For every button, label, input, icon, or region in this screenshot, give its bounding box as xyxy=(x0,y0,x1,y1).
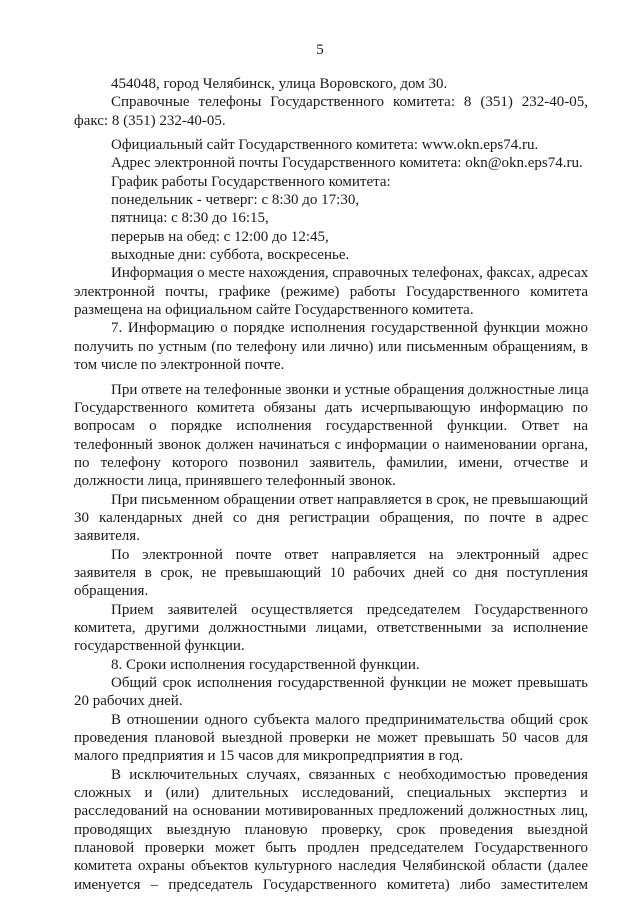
text-line: Общий срок исполнения государственной функции не может превышать xyxy=(111,675,588,691)
text-line: График работы Государственного комитета: xyxy=(111,173,391,190)
paragraph xyxy=(74,674,588,711)
paragraph xyxy=(74,491,588,546)
paragraph xyxy=(74,601,588,656)
text-line: 30 календарных дней со дня регистрации обращения, по почте в адрес xyxy=(74,509,588,526)
paragraph xyxy=(74,154,588,172)
text-line: проведения плановой выездной проверки не может превышать 50 часов для xyxy=(74,730,588,747)
paragraph xyxy=(74,319,588,374)
text-line: перерыв на обед: с 12:00 до 12:45, xyxy=(111,228,329,245)
text-line: пятница: с 8:30 до 16:15, xyxy=(111,210,269,227)
paragraph xyxy=(74,546,588,601)
text-line: факс: 8 (351) 232-40-05. xyxy=(74,112,226,129)
text-line: телефонный звонок должен начинаться с информации о наименовании органа, xyxy=(74,436,588,453)
paragraph xyxy=(74,246,588,264)
paragraph xyxy=(74,173,588,191)
paragraph xyxy=(74,264,588,319)
text-line: Адрес электронной почты Государственного комитета: okn@okn.eps74.ru. xyxy=(111,155,583,172)
text-line: электронной почты, графике (режиме) работы Государственного комитета xyxy=(74,283,588,300)
paragraph xyxy=(74,228,588,246)
text-line: сложных и (или) длительных исследований, специальных экспертиз и xyxy=(74,785,588,802)
text-line: При ответе на телефонные звонки и устные обращения должностные лица xyxy=(111,381,589,398)
paragraph xyxy=(74,209,588,227)
text-line: Официальный сайт Государственного комитета: www.okn.eps74.ru. xyxy=(111,137,539,154)
page-number: 5 xyxy=(316,42,324,58)
text-line: том числе по электронной почте. xyxy=(74,357,285,374)
text-line: размещена на официальном сайте Государственного комитета. xyxy=(74,302,474,319)
text-line: Справочные телефоны Государственного комитета: 8 (351) 232-40-05, xyxy=(111,94,588,111)
text-line: Государственного комитета обязаны дать исчерпывающую информацию по xyxy=(74,399,588,416)
paragraph xyxy=(74,381,588,491)
text-line: малого предприятия и 15 часов для микропредприятия в год. xyxy=(74,748,464,765)
paragraph xyxy=(74,766,588,894)
text-line: плановой проверки может быть продлен председателем Государственного xyxy=(74,840,588,857)
text-line: заявителя в срок, не превышающий 10 рабочих дней со дня поступления xyxy=(74,564,588,581)
text-line: именуется – председатель Государственного комитета) либо заместителем xyxy=(74,876,588,893)
text-line: государственной функции. xyxy=(74,638,245,655)
text-line: вопросам о порядке исполнения государственной функции. Ответ на xyxy=(74,418,588,435)
text-line: 454048, город Челябинск, улица Воровского, дом 30. xyxy=(111,76,448,92)
paragraph xyxy=(74,656,588,674)
text-line: В исключительных случаях, связанных с необходимостью проведения xyxy=(111,766,588,783)
text-line: 7. Информацию о порядке исполнения государственной функции можно xyxy=(111,320,588,337)
text-line: обращения. xyxy=(74,583,149,600)
text-line: получить по устным (по телефону или лично) или письменным обращениям, в xyxy=(74,338,588,355)
paragraph xyxy=(74,711,588,766)
text-line: должности лица, принявшего телефонный звонок. xyxy=(74,473,396,490)
text-line: проводящих выездную плановую проверку, срок проведения выездной xyxy=(74,821,588,838)
text-line: заявителя. xyxy=(74,528,140,545)
text-line: понедельник - четверг: с 8:30 до 17:30, xyxy=(111,192,360,209)
text-line: Прием заявителей осуществляется председателем Государственного xyxy=(111,601,588,618)
text-line: По электронной почте ответ направляется на электронный адрес xyxy=(111,546,588,563)
paragraph xyxy=(74,93,588,130)
text-line: Информация о месте нахождения, справочных телефонах, факсах, адресах xyxy=(111,265,589,282)
text-line: 8. Сроки исполнения государственной функции. xyxy=(111,656,420,673)
paragraph xyxy=(74,75,588,93)
text-line: расследований на основании мотивированных предложений должностных лиц, xyxy=(74,803,588,820)
text-line: комитета, другими должностными лицами, ответственными за исполнение xyxy=(74,619,588,636)
text-line: комитета охраны объектов культурного наследия Челябинской области (далее xyxy=(74,858,588,875)
text-line: выходные дни: суббота, воскресенье. xyxy=(111,247,350,264)
document-body xyxy=(74,75,588,894)
paragraph xyxy=(74,191,588,209)
paragraph xyxy=(74,136,588,154)
text-line: При письменном обращении ответ направляется в срок, не превышающий xyxy=(111,491,588,508)
text-line: по телефону которого позвонил заявитель, фамилии, имени, отчестве и xyxy=(74,454,588,471)
text-line: В отношении одного субъекта малого предпринимательства общий срок xyxy=(111,711,588,728)
text-line: 20 рабочих дней. xyxy=(74,693,183,710)
